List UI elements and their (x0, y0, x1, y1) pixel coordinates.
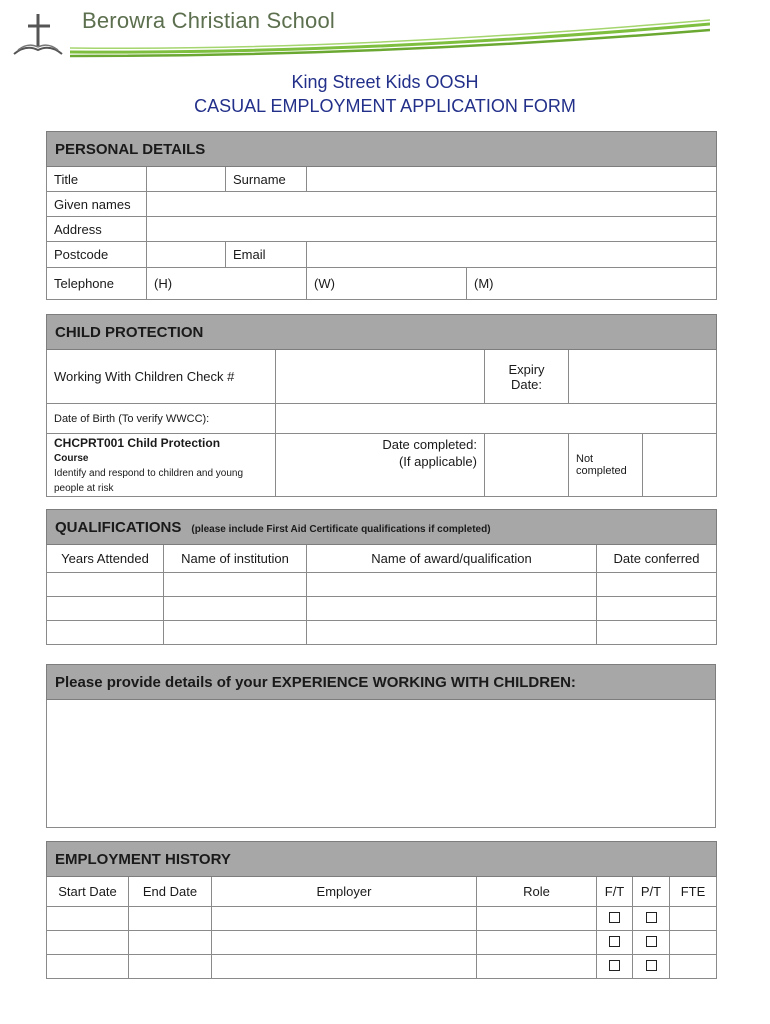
pt-checkbox[interactable] (646, 936, 657, 947)
emp-cell[interactable] (129, 955, 212, 979)
ft-checkbox-cell (597, 955, 633, 979)
ft-checkbox[interactable] (609, 936, 620, 947)
date-completed-cell (276, 434, 485, 497)
qual-cell[interactable] (597, 573, 717, 597)
pt-checkbox-cell (633, 907, 670, 931)
table-row (47, 597, 717, 621)
qual-cell[interactable] (164, 621, 307, 645)
qual-col-years: Years Attended (47, 545, 164, 573)
emp-col-end: End Date (129, 877, 212, 907)
qual-col-institution: Name of institution (164, 545, 307, 573)
table-row (47, 931, 717, 955)
table-row (47, 907, 717, 931)
expiry-date-label: Expiry Date: (485, 350, 569, 404)
qual-cell[interactable] (307, 621, 597, 645)
emp-cell[interactable] (129, 931, 212, 955)
form-title-line2: CASUAL EMPLOYMENT APPLICATION FORM (194, 96, 576, 116)
course-cell (47, 434, 276, 497)
emp-cell[interactable] (212, 931, 477, 955)
qual-col-award: Name of award/qualification (307, 545, 597, 573)
address-field[interactable] (147, 217, 717, 242)
date-completed-field[interactable] (485, 434, 569, 497)
emp-cell[interactable] (47, 931, 129, 955)
qual-cell[interactable] (307, 573, 597, 597)
qualifications-note: (please include First Aid Certificate qualifications if completed) (191, 523, 491, 535)
emp-col-fte: FTE (670, 877, 717, 907)
qual-cell[interactable] (47, 621, 164, 645)
pt-checkbox-cell (633, 955, 670, 979)
qual-cell[interactable] (47, 597, 164, 621)
telephone-work-field[interactable]: (W) (307, 268, 467, 300)
course-description: Identify and respond to children and young people at risk (54, 468, 244, 494)
emp-cell[interactable] (212, 955, 477, 979)
child-protection-table (46, 314, 717, 497)
experience-field[interactable] (47, 700, 716, 828)
fte-cell[interactable] (670, 931, 717, 955)
email-label: Email (226, 242, 307, 268)
not-completed-label: Not completed (569, 434, 643, 497)
qualifications-heading-cell (47, 510, 717, 545)
postcode-label: Postcode (47, 242, 147, 268)
title-field[interactable] (147, 167, 226, 192)
emp-col-employer: Employer (212, 877, 477, 907)
qual-cell[interactable] (164, 597, 307, 621)
fte-cell[interactable] (670, 955, 717, 979)
telephone-label: Telephone (47, 268, 147, 300)
qualifications-heading: QUALIFICATIONS (55, 518, 182, 536)
wwcc-field[interactable] (276, 350, 485, 404)
table-row (47, 621, 717, 645)
expiry-date-field[interactable] (569, 350, 717, 404)
emp-cell[interactable] (477, 955, 597, 979)
qual-col-date: Date conferred (597, 545, 717, 573)
table-row (47, 955, 717, 979)
child-protection-heading: CHILD PROTECTION (47, 315, 717, 350)
employment-history-heading: EMPLOYMENT HISTORY (47, 842, 717, 877)
qual-cell[interactable] (597, 621, 717, 645)
emp-cell[interactable] (212, 907, 477, 931)
ft-checkbox-cell (597, 907, 633, 931)
pt-checkbox-cell (633, 931, 670, 955)
pt-checkbox[interactable] (646, 960, 657, 971)
qual-cell[interactable] (47, 573, 164, 597)
pt-checkbox[interactable] (646, 912, 657, 923)
experience-table (46, 664, 716, 828)
emp-cell[interactable] (47, 955, 129, 979)
table-row (47, 573, 717, 597)
date-completed-label: Date completed: (382, 437, 477, 452)
emp-cell[interactable] (477, 931, 597, 955)
surname-label: Surname (226, 167, 307, 192)
surname-field[interactable] (307, 167, 717, 192)
emp-col-role: Role (477, 877, 597, 907)
postcode-field[interactable] (147, 242, 226, 268)
emp-cell[interactable] (47, 907, 129, 931)
emp-col-start: Start Date (47, 877, 129, 907)
address-label: Address (47, 217, 147, 242)
qual-cell[interactable] (307, 597, 597, 621)
qual-cell[interactable] (597, 597, 717, 621)
emp-col-pt: P/T (633, 877, 670, 907)
dob-label: Date of Birth (To verify WWCC): (47, 404, 276, 434)
fte-cell[interactable] (670, 907, 717, 931)
if-applicable-label: (If applicable) (398, 454, 477, 469)
course-code: CHCPRT001 Child Protection (54, 436, 221, 450)
email-field[interactable] (307, 242, 717, 268)
ft-checkbox[interactable] (609, 912, 620, 923)
ft-checkbox[interactable] (609, 960, 620, 971)
title-label: Title (47, 167, 147, 192)
employment-history-table (46, 841, 717, 979)
telephone-mobile-field[interactable]: (M) (467, 268, 717, 300)
ft-checkbox-cell (597, 931, 633, 955)
cross-book-logo-icon (10, 10, 66, 58)
experience-heading: Please provide details of your EXPERIENCE WORKING WITH CHILDREN: (47, 665, 716, 700)
emp-col-ft: F/T (597, 877, 633, 907)
qualifications-table (46, 509, 717, 645)
given-names-field[interactable] (147, 192, 717, 217)
emp-cell[interactable] (477, 907, 597, 931)
wwcc-label: Working With Children Check # (47, 350, 276, 404)
not-completed-field[interactable] (643, 434, 717, 497)
personal-details-table (46, 131, 717, 300)
school-header (0, 0, 770, 62)
form-title-line1: King Street Kids OOSH (291, 72, 479, 92)
personal-details-heading: PERSONAL DETAILS (47, 132, 717, 167)
given-names-label: Given names (47, 192, 147, 217)
course-word: Course (54, 453, 89, 464)
telephone-home-field[interactable]: (H) (147, 268, 307, 300)
dob-field[interactable] (276, 404, 717, 434)
qual-cell[interactable] (164, 573, 307, 597)
school-name: Berowra Christian School (82, 8, 336, 33)
emp-cell[interactable] (129, 907, 212, 931)
